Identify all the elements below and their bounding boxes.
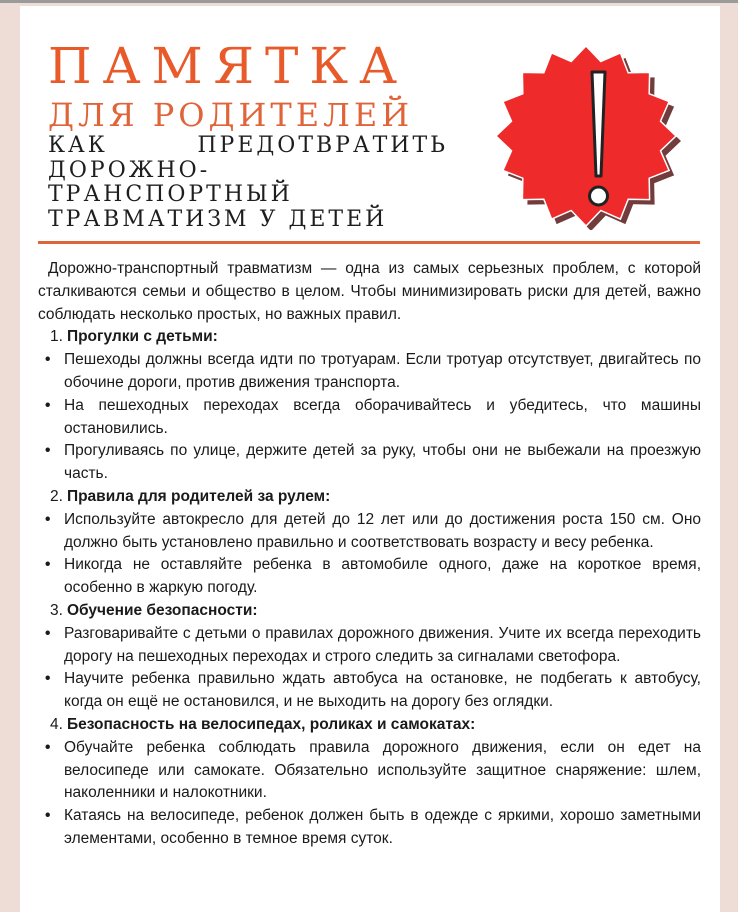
bullet-text: Прогуливаясь по улице, держите детей за руку, чтобы они не выбежали на проезжую часть. [64,442,701,483]
bullet-item: • Пешеходы должны всегда идти по тротуарам. Если тротуар отсутствует, двигайтесь по обочине дороги, против движения транспорта. [45,351,701,391]
memo-subtitle: ДЛЯ РОДИТЕЛЕЙ [48,96,414,134]
section-1 [38,326,701,486]
section-heading [38,326,701,349]
bullet-text: Разговаривайте с детьми о правилах дорожного движения. Учите их всегда переходить дорогу на пешеходных переходах и строго следить за сигналами светофора. [64,624,701,665]
bullet-item: • Научите ребенка правильно ждать автобуса на остановке, не подбегать к автобусу, когда он ещё не остановился, и не выходить на дорогу без оглядки. [45,670,701,711]
bullet-item: • Обучайте ребенка соблюдать правила дорожного движения, если он едет на велосипеде или самокате. Обязательно используйте защитное снаряжение: шлем, наколенники и налокотники. [45,738,701,802]
section-heading [38,714,701,737]
exclamation-dot [590,187,608,205]
memo-content [38,258,701,851]
bullet-item: • На пешеходных переходах всегда оборачивайтесь и убедитесь, что машины остановились. [45,396,701,437]
section-2 [38,486,701,600]
section-heading [38,486,701,509]
bullet-text: Пешеходы должны всегда идти по тротуарам. Если тротуар отсутствует, двигайтесь по обочине дороги, против движения транспорта. [64,351,701,391]
bullet-text: Используйте автокресло для детей до 12 лет или до достижения роста 150 см. Оно должно быть установлено правильно и соответствовать возрасту и весу ребенка. [64,510,701,551]
bullet-item: • Никогда не оставляйте ребенка в автомобиле одного, даже на короткое время, особенно в жаркую погоду. [45,556,701,597]
bullet-item: • Используйте автокресло для детей до 12 лет или до достижения роста 150 см. Оно должно быть установлено правильно и соответствовать возрасту и весу ребенка. [45,510,701,551]
section-title: Безопасность на велосипедах, роликах и самокатах: [66,715,476,733]
title-divider [38,241,700,244]
bullet-text: На пешеходных переходах всегда оборачивайтесь и убедитесь, что машины остановились. [64,396,701,437]
top-border [0,0,738,3]
bullet-item: • Разговаривайте с детьми о правилах дорожного движения. Учите их всегда переходить дорогу на пешеходных переходах и строго следить за сигналами светофора. [45,624,701,665]
memo-description: КАК ПРЕДОТВРАТИТЬ ДОРОЖНО-ТРАНСПОРТНЫЙ ТРАВМАТИЗМ У ДЕТЕЙ [48,133,448,232]
section-4 [38,714,701,851]
section-title: Обучение безопасности: [66,601,258,619]
bullet-item: • Прогуливаясь по улице, держите детей за руку, чтобы они не выбежали на проезжую часть. [45,442,701,483]
section-number: 4. [50,715,63,733]
bullet-text: Никогда не оставляйте ребенка в автомобиле одного, даже на короткое время, особенно в жаркую погоду. [64,556,701,597]
section-heading [38,600,701,623]
bullet-item: • Катаясь на велосипеде, ребенок должен быть в одежде с яркими, хорошо заметными элементами, особенно в темное время суток. [45,807,701,847]
section-number: 2. [50,487,63,505]
exclamation-bar [592,72,605,176]
section-title: Прогулки с детьми: [66,328,218,346]
intro-paragraph: Дорожно-транспортный травматизм — одна из самых серьезных проблем, с которой сталкиваются семьи и общество в целом. Чтобы минимизировать риски для детей, важно соблюдать несколько простых, но важных правил. [38,260,701,323]
bullet-text: Научите ребенка правильно ждать автобуса на остановке, не подбегать к автобусу, когда он ещё не остановился, и не выходить на дорогу без оглядки. [64,670,701,711]
section-title: Правила для родителей за рулем: [66,487,331,505]
memo-page [20,6,720,912]
section-3 [38,600,701,714]
exclamation-badge-icon [470,44,702,230]
section-number: 1. [50,328,63,346]
section-number: 3. [50,601,63,619]
badge-star [496,46,676,226]
bullet-text: Катаясь на велосипеде, ребенок должен быть в одежде с яркими, хорошо заметными элементами, особенно в темное время суток. [64,807,701,847]
bullet-text: Обучайте ребенка соблюдать правила дорожного движения, если он едет на велосипеде или самокате. Обязательно используйте защитное снаряжение: шлем, наколенники и налокотники. [64,738,701,802]
memo-title: ПАМЯТКА [48,37,408,95]
